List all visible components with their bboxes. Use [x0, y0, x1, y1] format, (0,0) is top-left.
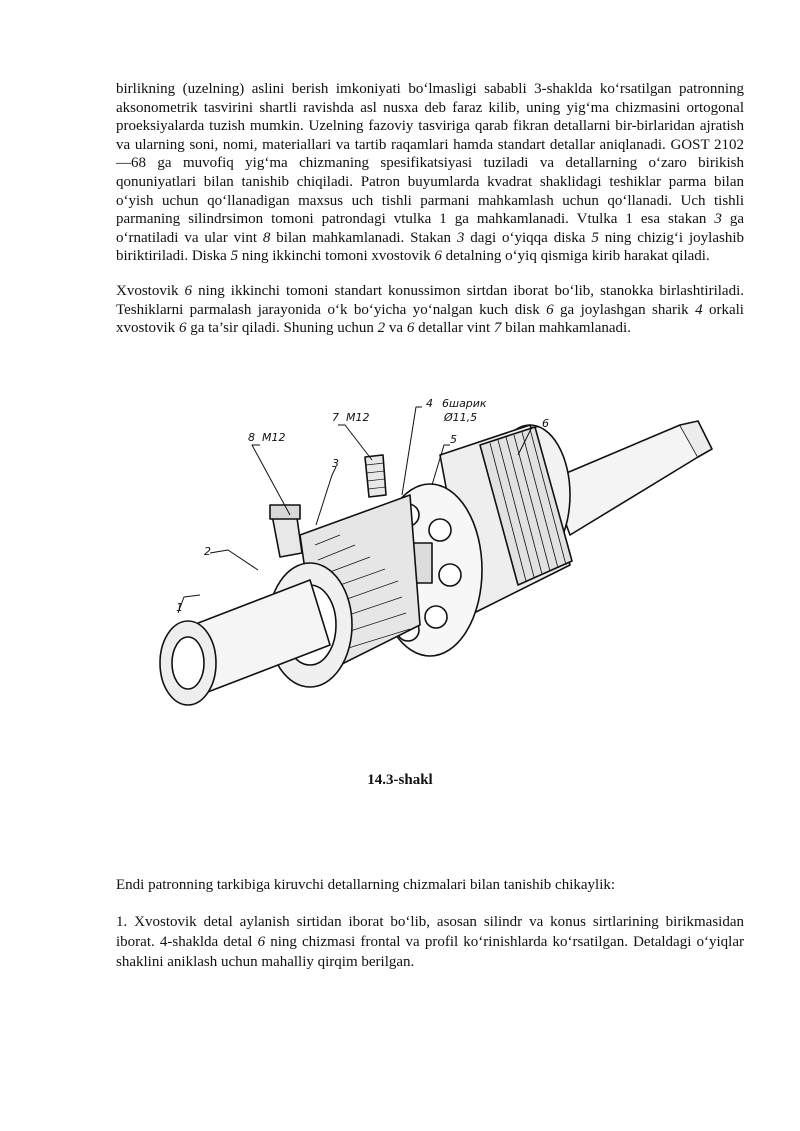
text-run: ning chizmasi frontal va profil ko‘rinishlarda ko‘rsatilgan. Detaldagi o‘yiqlar shaklini aniklash uchun mahalliy qirqim berilgan. — [116, 934, 744, 970]
paragraph-intro — [116, 80, 744, 266]
text-run: birlikning (uzelning) aslini berish imkoniyati bo‘lmasligi sababli 3-shaklda ko‘rsatilgan patronning aksonometrik tasvirini shartli ravishda asl nusxa deb faraz kilib, uning yig‘ma chizmasini ortogonal proeksiyalarda tuzish mumkin. Uzelning fazoviy tasviriga qarab fikran detallarni bir-birlaridan ajratish va ularning soni, nomi, materiallari va tartib raqamlari hamda standart detallar aniqlanadi. GOST 2102—68 ga muvofiq yig‘ma chizmaning spesifikatsiyasi tuziladi va detallarning o‘zaro birikish qonuniyatlari bilan tanishib chiqiladi. Patron buyumlarda kvadrat shaklidagi teshiklar parma bilan o‘yish uchun qo‘llanadigan maxsus uch tishli parmani mahkamlash uchun qo‘llanadi. Uch tishli parmaning silindrsimon tomoni patrondagi vtulka 1 ga mahkamlanadi. Vtulka 1 esa stakan — [116, 81, 744, 228]
part-number: 5 — [591, 229, 599, 246]
label-part-1: 1 — [176, 601, 183, 614]
part-number: 6 — [178, 320, 187, 337]
label-part-6: 6 — [542, 417, 549, 430]
part-number: 6 — [546, 301, 554, 318]
paragraph-item-1 — [116, 912, 744, 972]
text-run: va — [385, 320, 407, 337]
text-run: bilan mahkamlanadi. — [501, 320, 631, 337]
part-number: 2 — [377, 320, 386, 337]
text-run: ning chizig‘i joylashib biriktiriladi. Diska — [116, 229, 744, 265]
text-run: Xvostovik — [116, 283, 185, 299]
label-thread-m12-screw8: M12 — [262, 431, 286, 444]
label-part-7: 7 — [332, 411, 339, 424]
part-number: 3 — [456, 229, 465, 246]
text-run: orkali xvostovik — [116, 301, 744, 337]
label-part-2: 2 — [204, 545, 211, 558]
screw-7 — [365, 455, 386, 497]
text-run: detallar vint — [414, 320, 494, 337]
label-part-5: 5 — [450, 433, 457, 446]
label-part-4: 4 — [426, 397, 433, 410]
paragraph-xvostovik — [116, 282, 744, 338]
label-part-8: 8 — [248, 431, 255, 444]
text-run: 1. Xvostovik detal aylanish sirtidan iborat bo‘lib, asosan silindr va konus sirtlarining birikmasidan iborat. 4-shaklda detal — [116, 914, 744, 950]
part-number: 6 — [406, 320, 415, 337]
label-ball-count: 6шарик — [442, 397, 487, 410]
part-number: 5 — [230, 248, 239, 265]
part-number: 6 — [257, 934, 266, 950]
label-ball-diameter: Ø11,5 — [444, 411, 478, 424]
part-number: 6 — [184, 283, 193, 299]
figure-caption: 14.3-shakl — [367, 772, 433, 788]
text-run: ga joylashgan sharik — [553, 301, 696, 318]
text-run: detalning o‘yiq qismiga kirib harakat qiladi. — [441, 248, 710, 265]
text-run: dagi o‘yiqqa diska — [464, 229, 592, 246]
text-run: ga ta’sir qiladi. Shuning uchun — [186, 320, 378, 337]
paragraph-transition: Endi patronning tarkibiga kiruvchi detallarning chizmalari bilan tanishib chikaylik: — [116, 877, 616, 893]
part-number: 6 — [434, 248, 442, 265]
text-run: ning ikkinchi tomoni standart konussimon sirtdan iborat bo‘lib, stanokka birlashtiriladi. Teshiklarni parmalash jarayonida o‘k bo‘yicha yo‘nalgan kuch disk — [116, 283, 744, 318]
label-part-3: 3 — [332, 457, 339, 470]
part-number: 4 — [695, 301, 703, 318]
chuck-assembly-drawing — [140, 385, 720, 745]
part-number: 3 — [714, 211, 722, 228]
part-number: 7 — [493, 320, 502, 337]
text-run: ga o‘rnatiladi va ular vint — [116, 211, 744, 246]
label-thread-m12-screw7: M12 — [346, 411, 370, 424]
text-run: bilan mahkamlanadi. Stakan — [270, 229, 457, 246]
tapered-shank — [550, 425, 698, 535]
part-number: 8 — [262, 229, 271, 246]
text-run: ning ikkinchi tomoni xvostovik — [238, 248, 435, 265]
